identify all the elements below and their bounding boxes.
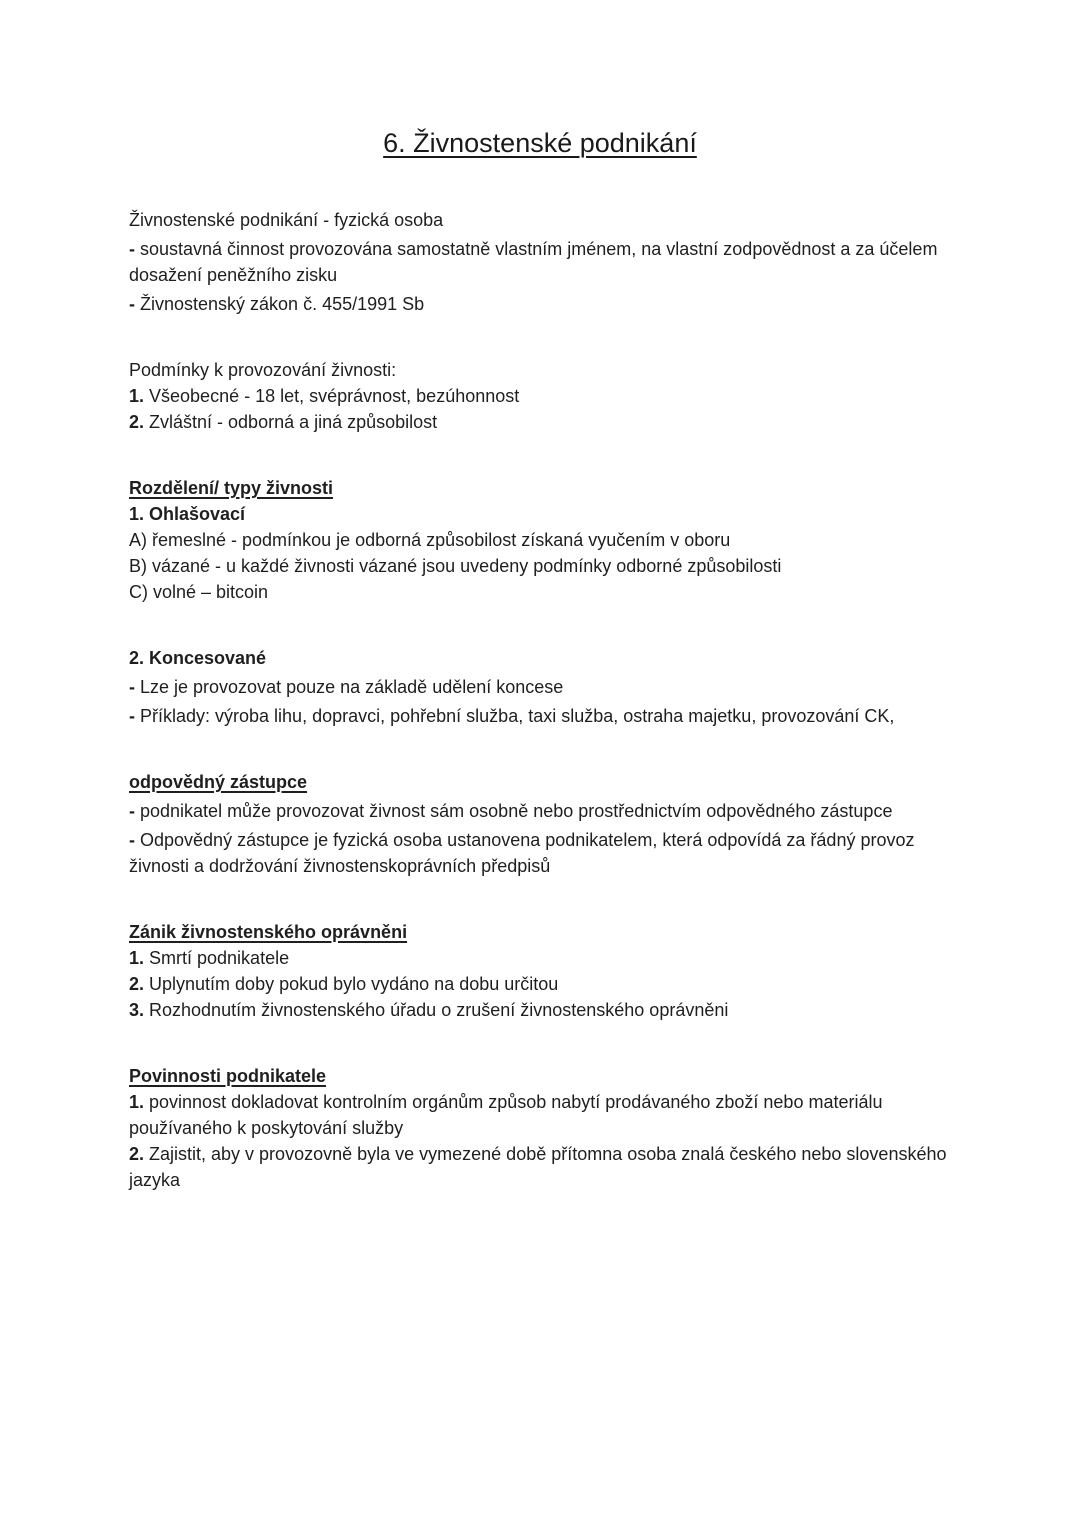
intro-line: Živnostenské podnikání - fyzická osoba [129,210,444,230]
item-text: povinnost dokladovat kontrolním orgánům způsob nabytí prodávaného zboží nebo materiálu používaného k poskytování služby [129,1092,883,1138]
bullet-mark: - [129,706,135,726]
item-number: 2. [129,1144,145,1164]
item-text: Uplynutím doby pokud bylo vydáno na dobu určitou [144,974,559,994]
bullet-item [129,703,959,729]
list-item [129,971,959,997]
bullet-text: Příklady: výroba lihu, dopravci, pohřební služba, taxi služba, ostraha majetku, provozování CK, [135,706,895,726]
list-item [129,409,959,435]
bullet-item [129,674,959,700]
types-section [129,475,959,605]
list-item: C) volné – bitcoin [129,582,269,602]
section-heading: odpovědný zástupce [129,772,308,792]
termination-section [129,919,959,1023]
conditions-section [129,357,959,435]
bullet-mark: - [129,239,135,259]
duties-section [129,1063,959,1193]
bullet-text: Živnostenský zákon č. 455/1991 Sb [135,294,425,314]
section-heading: Zánik živnostenského oprávněni [129,922,408,942]
bullet-mark: - [129,677,135,697]
subheading: 2. Koncesované [129,648,267,668]
list-item [129,945,959,971]
intro-bullet [129,291,959,317]
list-item: B) vázané - u každé živnosti vázané jsou uvedeny podmínky odborné způsobilosti [129,556,782,576]
intro-section [129,207,959,317]
bullet-text: podnikatel může provozovat živnost sám osobně nebo prostřednictvím odpovědného zástupce [135,801,893,821]
item-text: Smrtí podnikatele [144,948,290,968]
subheading: 1. Ohlašovací [129,504,246,524]
list-item: A) řemeslné - podmínkou je odborná způsobilost získaná vyučením v oboru [129,530,731,550]
bullet-item [129,798,959,824]
bullet-text: Odpovědný zástupce je fyzická osoba ustanovena podnikatelem, která odpovídá za řádný provoz živnosti a dodržování živnostenskoprávních předpisů [129,830,915,876]
representative-section [129,769,959,879]
bullet-item [129,827,959,879]
item-number: 2. [129,974,145,994]
item-number: 2. [129,412,145,432]
list-item [129,1089,959,1141]
item-text: Zvláštní - odborná a jiná způsobilost [144,412,438,432]
bullet-mark: - [129,801,135,821]
section-heading: Povinnosti podnikatele [129,1066,327,1086]
bullet-mark: - [129,830,135,850]
bullet-text: Lze je provozovat pouze na základě udělení koncese [135,677,564,697]
item-number: 3. [129,1000,145,1020]
list-item [129,997,959,1023]
item-number: 1. [129,1092,145,1112]
item-text: Všeobecné - 18 let, svéprávnost, bezúhonnost [144,386,520,406]
concession-section [129,645,959,729]
conditions-title: Podmínky k provozování živnosti: [129,360,397,380]
intro-bullet [129,236,959,288]
list-item [129,383,959,409]
item-number: 1. [129,948,145,968]
item-text: Rozhodnutím živnostenského úřadu o zrušení živnostenského oprávněni [144,1000,729,1020]
item-text: Zajistit, aby v provozovně byla ve vymezené době přítomna osoba znalá českého nebo slovenského jazyka [129,1144,947,1190]
section-heading: Rozdělení/ typy živnosti [129,478,334,498]
bullet-text: soustavná činnost provozována samostatně vlastním jménem, na vlastní zodpovědnost a za účelem dosažení peněžního zisku [129,239,938,285]
item-number: 1. [129,386,145,406]
document-body [129,207,959,1193]
bullet-mark: - [129,294,135,314]
list-item [129,1141,959,1193]
page-title: 6. Živnostenské podnikání [383,128,697,158]
